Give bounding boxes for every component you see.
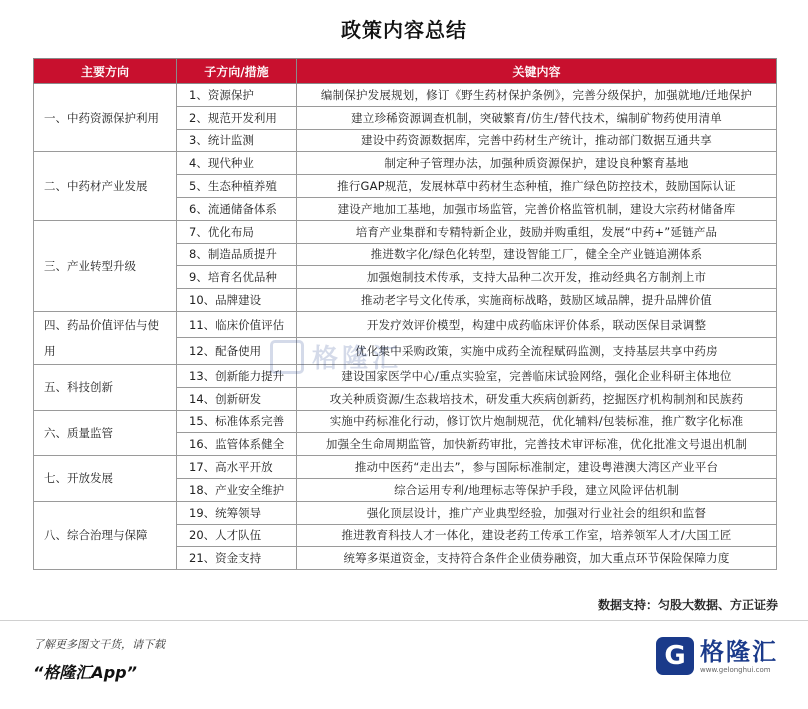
sub-direction-cell: 21、资金支持 [177,547,297,570]
sub-direction-cell: 12、配备使用 [177,338,297,365]
sub-direction-cell: 5、生态种植养殖 [177,175,297,198]
key-content-cell: 综合运用专利/地理标志等保护手段，建立风险评估机制 [297,478,777,501]
sub-direction-cell: 14、创新研发 [177,387,297,410]
key-content-cell: 推动中医药“走出去”，参与国际标准制定，建设粤港澳大湾区产业平台 [297,456,777,479]
sub-direction-cell: 4、现代种业 [177,152,297,175]
logo-url: www.gelonghui.com [700,666,771,674]
key-content-cell: 实施中药标准化行动，修订饮片炮制规范，优化辅料/包装标准，推广数字化标准 [297,410,777,433]
sub-direction-cell: 6、流通储备体系 [177,197,297,220]
key-content-cell: 建设中药资源数据库，完善中药材生产统计，推动部门数据互通共享 [297,129,777,152]
table-row [34,152,777,175]
table-row [34,410,777,433]
page-title: 政策内容总结 [341,18,467,42]
sub-direction-cell: 13、创新能力提升 [177,364,297,387]
key-content-cell: 推进数字化/绿色化转型，建设智能工厂，健全全产业链追溯体系 [297,243,777,266]
sub-direction-cell: 7、优化布局 [177,220,297,243]
key-content-cell: 统筹多渠道资金，支持符合条件企业债券融资，加大重点环节保险保障力度 [297,547,777,570]
main-direction-cell: 六、质量监管 [34,410,177,456]
data-source: 数据支持：匀股大数据、方正证券 [597,598,778,612]
download-prompt: 了解更多图文干货，请下载 [33,638,165,651]
main-direction-cell: 二、中药材产业发展 [34,152,177,220]
sub-direction-cell: 2、规范开发利用 [177,106,297,129]
key-content-cell: 制定种子管理办法，加强种质资源保护，建设良种繁育基地 [297,152,777,175]
main-direction-cell: 一、中药资源保护利用 [34,84,177,152]
key-content-cell: 开发疗效评价模型，构建中成药临床评价体系，联动医保目录调整 [297,311,777,338]
main-direction-cell: 七、开放发展 [34,456,177,502]
key-content-cell: 优化集中采购政策，实施中成药全流程赋码监测，支持基层共享中药房 [297,338,777,365]
sub-direction-cell: 15、标准体系完善 [177,410,297,433]
main-direction-cell: 四、药品价值评估与使用 [34,311,177,364]
key-content-cell: 加强全生命周期监管，加快新药审批，完善技术审评标准，优化批准文号退出机制 [297,433,777,456]
table-header-row [34,59,777,84]
sub-direction-cell: 1、资源保护 [177,84,297,107]
watermark-text: 格隆汇 [312,344,403,374]
key-content-cell: 推动老字号文化传承，实施商标战略，鼓励区域品牌，提升品牌价值 [297,289,777,312]
sub-direction-cell: 10、品牌建设 [177,289,297,312]
key-content-cell: 攻关种质资源/生态栽培技术，研发重大疾病创新药，挖掘医疗机构制剂和民族药 [297,387,777,410]
table-row [34,364,777,387]
table-row [34,501,777,524]
table-body [34,84,777,570]
sub-direction-cell: 8、制造品质提升 [177,243,297,266]
logo-name: 格隆汇 [700,638,778,666]
main-direction-cell: 三、产业转型升级 [34,220,177,311]
divider [0,620,808,621]
key-content-cell: 推行GAP规范，发展林草中药材生态种植，推广绿色防控技术，鼓励国际认证 [297,175,777,198]
main-direction-cell: 五、科技创新 [34,364,177,410]
header-key-content: 关键内容 [297,59,777,84]
brand-logo [656,637,778,675]
gelonghui-logo-icon: G [656,637,694,675]
sub-direction-cell: 16、监管体系健全 [177,433,297,456]
sub-direction-cell: 3、统计监测 [177,129,297,152]
sub-direction-cell: 9、培育名优品种 [177,266,297,289]
key-content-cell: 建立珍稀资源调查机制，突破繁育/仿生/替代技术，编制矿物药使用清单 [297,106,777,129]
key-content-cell: 编制保护发展规划，修订《野生药材保护条例》，完善分级保护，加强就地/迁地保护 [297,84,777,107]
header-sub-direction: 子方向/措施 [177,59,297,84]
key-content-cell: 建设国家医学中心/重点实验室，完善临床试验网络，强化企业科研主体地位 [297,364,777,387]
key-content-cell: 建设产地加工基地，加强市场监管，完善价格监管机制，建设大宗药材储备库 [297,197,777,220]
table-row [34,84,777,107]
table-row [34,311,777,338]
sub-direction-cell: 19、统筹领导 [177,501,297,524]
sub-direction-cell: 17、高水平开放 [177,456,297,479]
key-content-cell: 培育产业集群和专精特新企业，鼓励并购重组，发展“中药+”延链产品 [297,220,777,243]
main-direction-cell: 八、综合治理与保障 [34,501,177,569]
table-row [34,220,777,243]
sub-direction-cell: 18、产业安全维护 [177,478,297,501]
header-main-direction: 主要方向 [34,59,177,84]
key-content-cell: 加强炮制技术传承，支持大品种二次开发，推动经典名方制剂上市 [297,266,777,289]
sub-direction-cell: 20、人才队伍 [177,524,297,547]
app-name: “格隆汇App” [33,663,137,682]
table-row [34,456,777,479]
key-content-cell: 强化顶层设计，推广产业典型经验，加强对行业社会的组织和监督 [297,501,777,524]
sub-direction-cell: 11、临床价值评估 [177,311,297,338]
key-content-cell: 推进教育科技人才一体化，建设老药工传承工作室，培养领军人才/大国工匠 [297,524,777,547]
policy-table [33,58,777,570]
